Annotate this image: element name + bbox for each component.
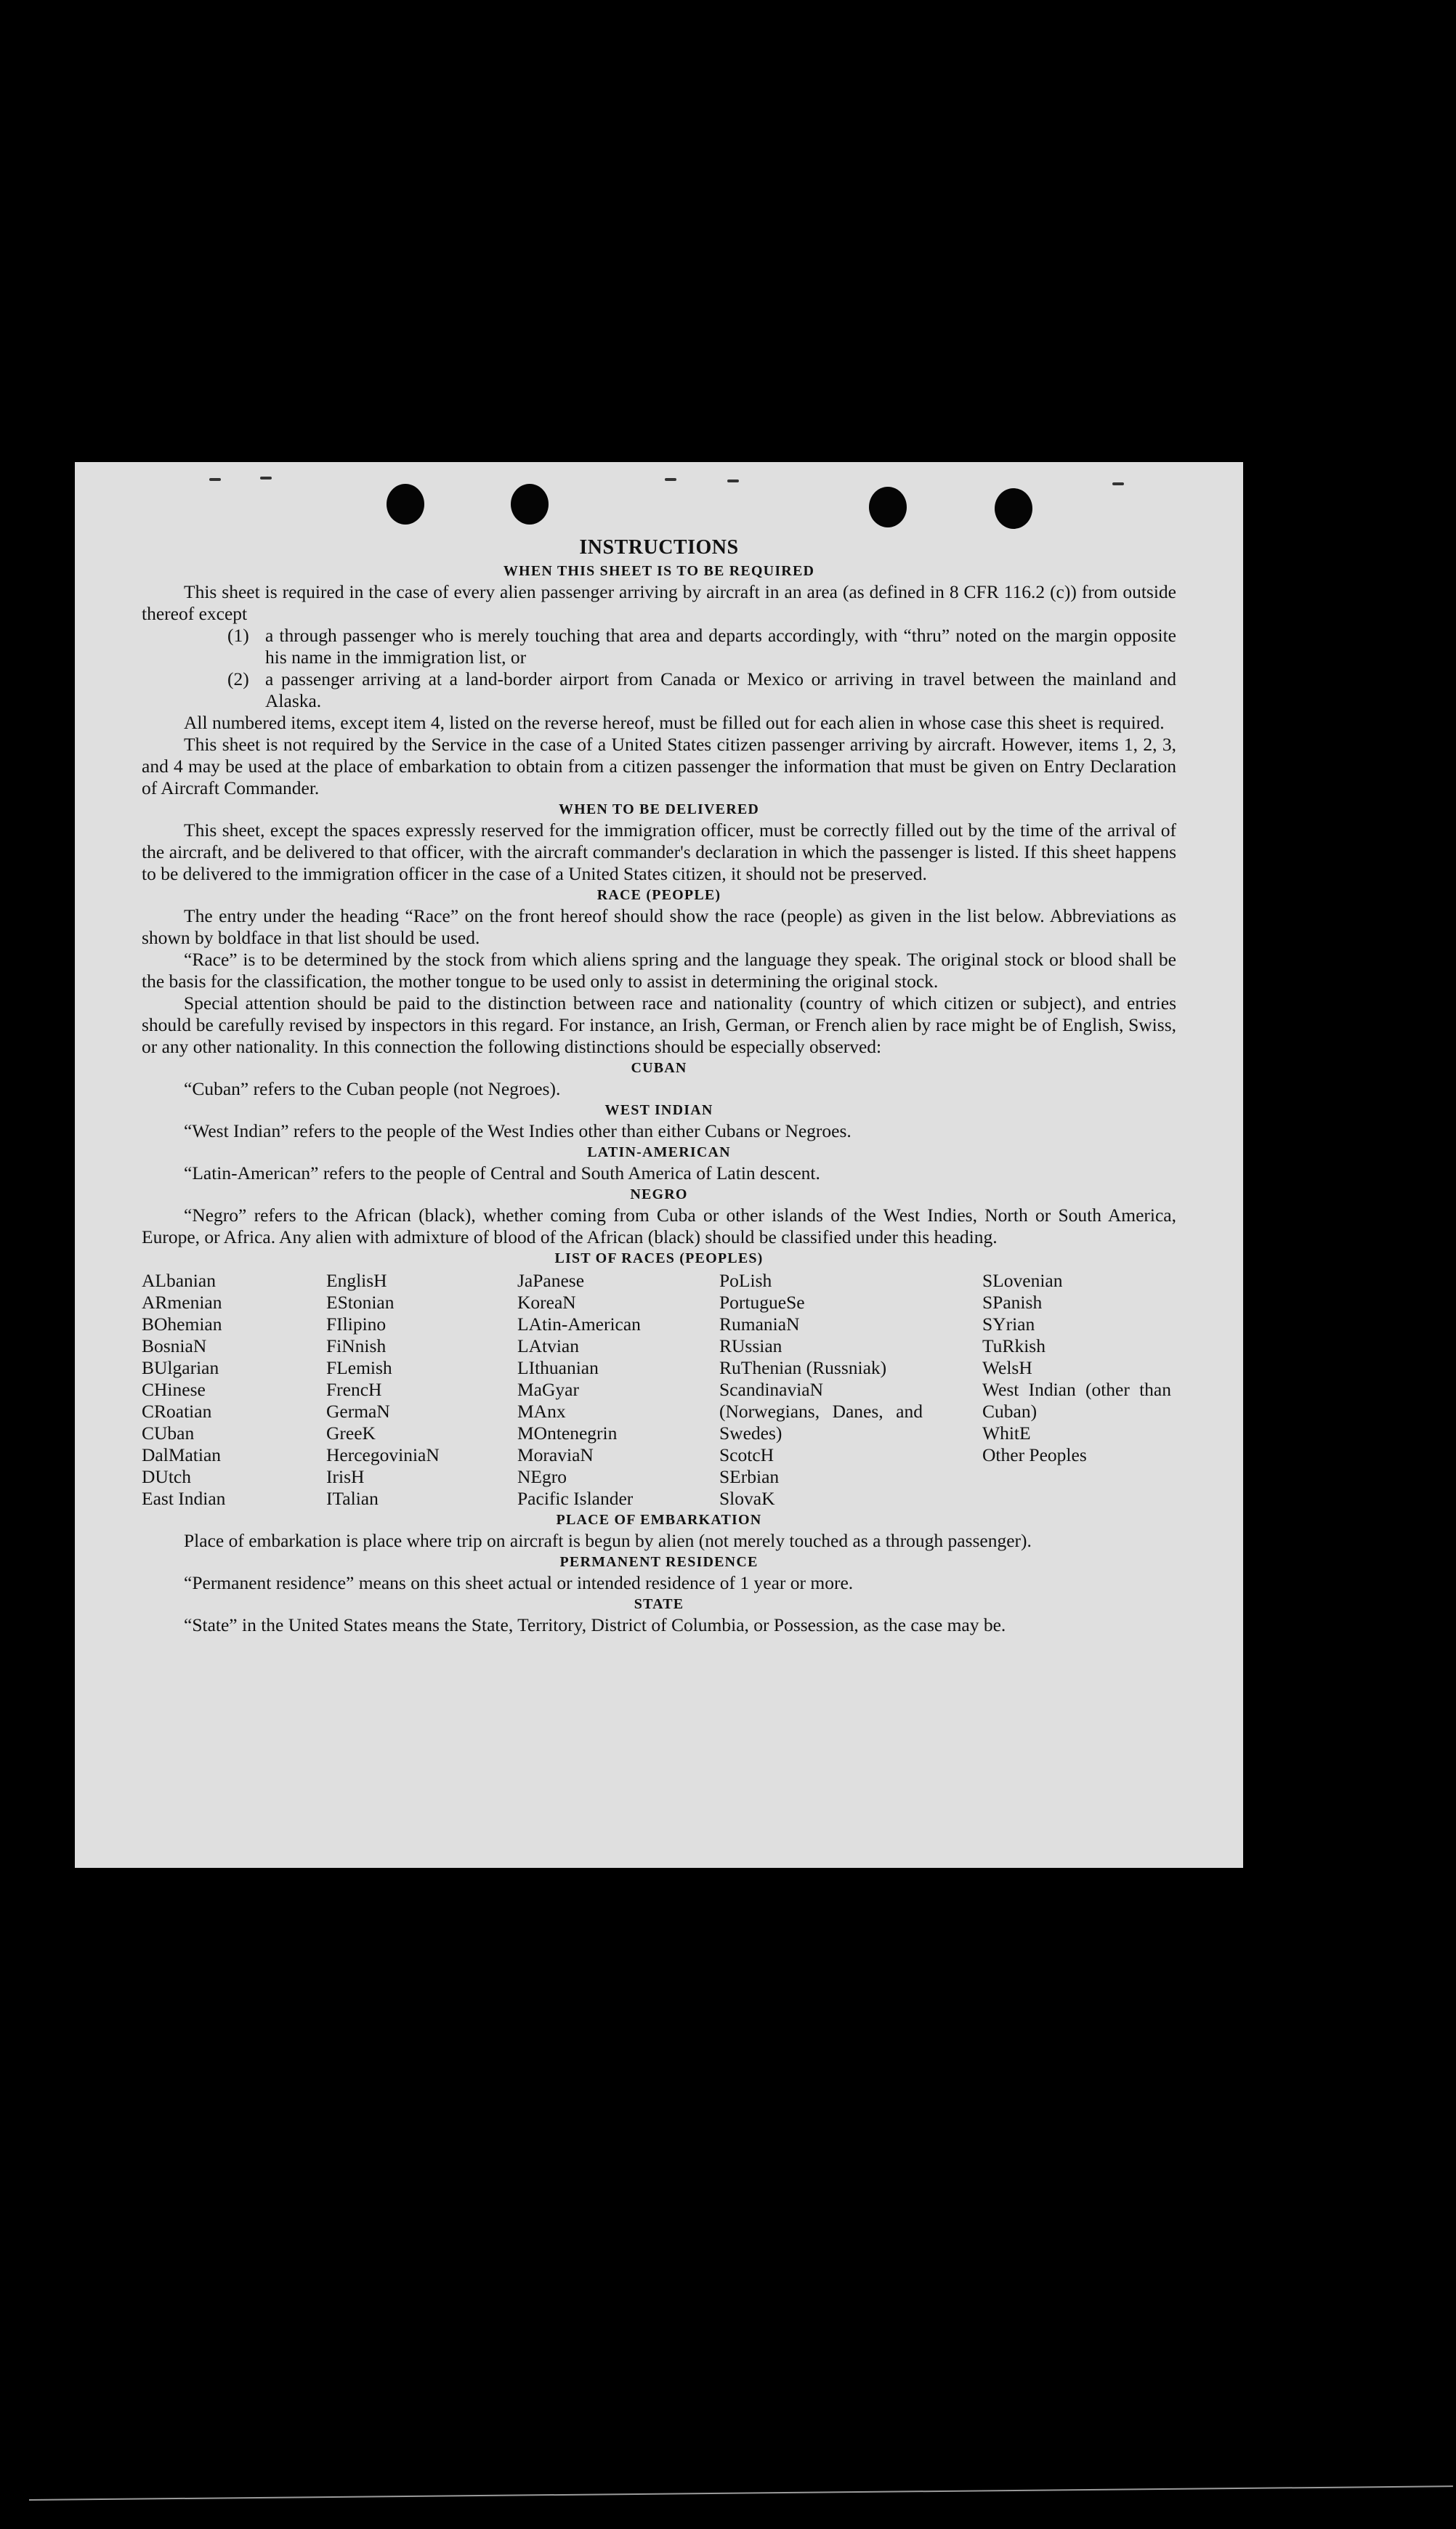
race-entry: CRoatian [142, 1401, 212, 1422]
heading-list-of-races: LIST OF RACES (PEOPLES) [554, 1250, 764, 1266]
paragraph-west-indian: “West Indian” refers to the people of the West Indies other than either Cubans or Negroes. [184, 1120, 852, 1141]
race-entry: MoraviaN [517, 1444, 594, 1465]
punch-hole [387, 484, 424, 525]
race-entry: ARmenian [142, 1292, 222, 1313]
race-entry: KoreaN [517, 1292, 576, 1313]
race-entry: NEgro [517, 1466, 567, 1487]
heading-west-indian: WEST INDIAN [604, 1102, 713, 1118]
race-entry: WelsH [982, 1357, 1032, 1378]
races-column [982, 1270, 1176, 1510]
race-entry: West Indian (other than Cuban) [982, 1379, 1171, 1422]
race-entry: PoLish [719, 1270, 772, 1291]
heading-permanent-residence: PERMANENT RESIDENCE [559, 1554, 759, 1570]
punch-hole [511, 484, 549, 525]
race-entry: Other Peoples [982, 1444, 1087, 1465]
exception-number: (2) [227, 668, 249, 689]
heading-latin-american: LATIN-AMERICAN [587, 1144, 731, 1160]
race-entry: BosniaN [142, 1335, 207, 1356]
paragraph-embarkation: Place of embarkation is place where trip on aircraft is begun by alien (not merely touched as a through passenger). [184, 1530, 1032, 1551]
race-entry: LAtvian [517, 1335, 579, 1356]
race-entry: FLemish [326, 1357, 392, 1378]
paragraph-residence: “Permanent residence” means on this sheet actual or intended residence of 1 year or more. [184, 1572, 854, 1593]
paragraph-negro: “Negro” refers to the African (black), whether coming from Cuba or other islands of the West Indies, North or South America, Europe, or Africa. Any alien with admixture of blood of the African (black) should be classified under this heading. [142, 1205, 1176, 1247]
race-entry: PortugueSe [719, 1292, 805, 1313]
race-entry: FiNnish [326, 1335, 387, 1356]
exception-text: a through passenger who is merely touching that area and departs accordingly, with “thru” noted on the margin opposite his name in the immigration list, or [265, 625, 1176, 668]
race-entry: EStonian [326, 1292, 395, 1313]
scan-mark [1112, 482, 1124, 485]
race-entry: TuRkish [982, 1335, 1046, 1356]
heading-when-required: WHEN THIS SHEET IS TO BE REQUIRED [503, 563, 815, 579]
instructions-body [142, 536, 1176, 1636]
race-entry: DUtch [142, 1466, 191, 1487]
page-title: INSTRUCTIONS [579, 536, 739, 559]
race-entry: MOntenegrin [517, 1423, 618, 1444]
exception-item [142, 625, 1176, 668]
instruction-sheet [75, 462, 1243, 1868]
race-entry: SLovenian [982, 1270, 1063, 1291]
paragraph-state: “State” in the United States means the State, Territory, District of Columbia, or Possession, as the case may be. [184, 1614, 1006, 1635]
punch-hole [869, 487, 907, 527]
paragraph-numbered-items: All numbered items, except item 4, listed on the reverse hereof, must be filled out for each alien in whose case this sheet is required. [184, 712, 1165, 733]
race-entry: CHinese [142, 1379, 206, 1400]
race-entry: SlovaK [719, 1488, 775, 1509]
race-entry: GermaN [326, 1401, 390, 1422]
race-entry: ScandinaviaN (Norwegians, Danes, and Swedes) [719, 1379, 923, 1444]
paragraph-race-nationality: Special attention should be paid to the distinction between race and nationality (country of which citizen or subject), and entries should be carefully revised by inspectors in this regard. For instance, an Irish, German, or French alien by race might be of English, Swiss, or any other nationality. In this connection the following distinctions should be especially observed: [142, 992, 1176, 1057]
heading-negro: NEGRO [630, 1186, 688, 1202]
races-column [326, 1270, 517, 1510]
scan-mark [209, 478, 221, 481]
race-entry: LAtin-American [517, 1314, 641, 1335]
heading-cuban: CUBAN [631, 1060, 687, 1076]
paragraph-cuban: “Cuban” refers to the Cuban people (not Negroes). [184, 1078, 561, 1099]
race-entry: LIthuanian [517, 1357, 599, 1378]
scan-mark [727, 480, 739, 482]
race-entry: ITalian [326, 1488, 379, 1509]
heading-state: STATE [634, 1596, 684, 1612]
race-entry: Pacific Islander [517, 1488, 634, 1509]
race-entry: GreeK [326, 1423, 376, 1444]
race-entry: BUlgarian [142, 1357, 219, 1378]
race-entry: RumaniaN [719, 1314, 800, 1335]
races-list [142, 1270, 1176, 1510]
paragraph-delivery: This sheet, except the spaces expressly reserved for the immigration officer, must be correctly filled out by the time of the arrival of the aircraft, and be delivered to that officer, with the aircraft commander's declaration in which the passenger is listed. If this sheet happens to be delivered to the immigration officer in the case of a United States citizen, it should not be preserved. [142, 820, 1176, 884]
race-entry: HercegoviniaN [326, 1444, 440, 1465]
race-entry: SYrian [982, 1314, 1035, 1335]
race-entry: EnglisH [326, 1270, 387, 1291]
race-entry: East Indian [142, 1488, 226, 1509]
race-entry: RuThenian (Russniak) [719, 1357, 887, 1378]
races-column [719, 1270, 982, 1510]
race-entry: DalMatian [142, 1444, 222, 1465]
paragraph-race-definition: “Race” is to be determined by the stock from which aliens spring and the language they speak. The original stock or blood shall be the basis for the classification, the mother tongue to be used only to assist in determining the original stock. [142, 949, 1176, 992]
race-entry: RUssian [719, 1335, 782, 1356]
race-entry: SErbian [719, 1466, 780, 1487]
exception-text: a passenger arriving at a land-border airport from Canada or Mexico or arriving in travel between the mainland and Alaska. [265, 668, 1176, 711]
race-entry: FIlipino [326, 1314, 387, 1335]
race-entry: ALbanian [142, 1270, 216, 1291]
races-column [517, 1270, 719, 1510]
exception-item [142, 668, 1176, 712]
paragraph-race-entry: The entry under the heading “Race” on the front hereof should show the race (people) as given in the list below. Abbreviations as shown by boldface in that list should be used. [142, 905, 1176, 948]
races-column [142, 1270, 326, 1510]
race-entry: CUban [142, 1423, 195, 1444]
race-entry: MaGyar [517, 1379, 579, 1400]
heading-race: RACE (PEOPLE) [596, 887, 721, 903]
scan-mark [260, 477, 272, 480]
race-entry: FrencH [326, 1379, 382, 1400]
scan-edge-line [29, 2485, 1453, 2501]
scan-mark [665, 478, 676, 481]
race-entry: WhitE [982, 1423, 1031, 1444]
race-entry: JaPanese [517, 1270, 585, 1291]
race-entry: SPanish [982, 1292, 1043, 1313]
race-entry: MAnx [517, 1401, 566, 1422]
paragraph-latin-american: “Latin-American” refers to the people of Central and South America of Latin descent. [184, 1162, 820, 1183]
exception-number: (1) [227, 625, 249, 646]
heading-when-delivered: WHEN TO BE DELIVERED [558, 801, 760, 817]
heading-place-of-embarkation: PLACE OF EMBARKATION [556, 1512, 762, 1528]
paragraph-citizen-passenger: This sheet is not required by the Service in the case of a United States citizen passenger arriving by aircraft. However, items 1, 2, 3, and 4 may be used at the place of embarkation to obtain from a citizen passenger the information that must be given on Entry Declaration of Aircraft Commander. [142, 734, 1176, 798]
race-entry: ScotcH [719, 1444, 774, 1465]
race-entry: IrisH [326, 1466, 365, 1487]
paragraph-requirement-intro: This sheet is required in the case of every alien passenger arriving by aircraft in an area (as defined in 8 CFR 116.2 (c)) from outside thereof except [142, 581, 1176, 624]
punch-hole [995, 488, 1032, 529]
race-entry: BOhemian [142, 1314, 222, 1335]
